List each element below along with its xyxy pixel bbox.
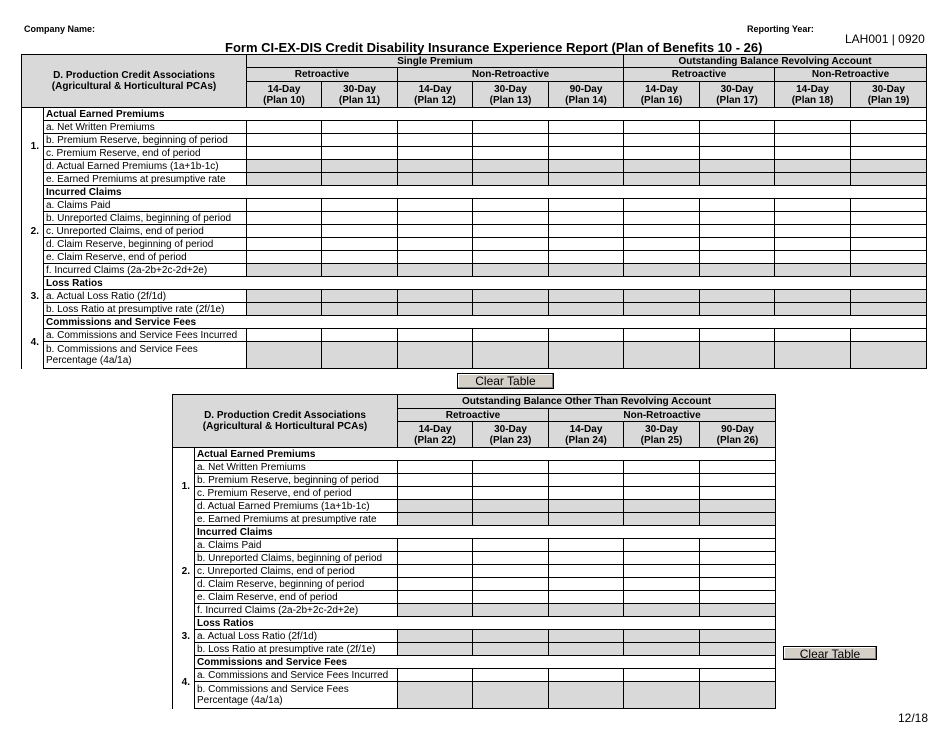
row-label: e. Claim Reserve, end of period bbox=[195, 591, 398, 604]
input-cell[interactable] bbox=[473, 134, 549, 147]
entity-header bbox=[173, 395, 398, 448]
row-label: b. Premium Reserve, beginning of period bbox=[195, 474, 398, 487]
input-cell[interactable] bbox=[624, 121, 700, 134]
group-header: Single Premium bbox=[247, 55, 624, 68]
input-cell[interactable] bbox=[851, 329, 927, 342]
calculated-cell bbox=[322, 160, 398, 173]
calculated-cell bbox=[473, 682, 549, 709]
calculated-cell bbox=[322, 290, 398, 303]
calculated-cell bbox=[549, 303, 624, 316]
input-cell[interactable] bbox=[624, 539, 700, 552]
plan-header: 14-Day (Plan 16) bbox=[624, 82, 700, 108]
calculated-cell bbox=[549, 290, 624, 303]
input-cell[interactable] bbox=[398, 147, 473, 160]
row-label: c. Unreported Claims, end of period bbox=[44, 225, 247, 238]
input-cell[interactable] bbox=[247, 251, 322, 264]
section-title: Commissions and Service Fees bbox=[44, 316, 927, 329]
input-cell[interactable] bbox=[398, 329, 473, 342]
section-number: 2. bbox=[173, 526, 195, 617]
section-title: Incurred Claims bbox=[195, 526, 776, 539]
calculated-cell bbox=[247, 160, 322, 173]
calculated-cell bbox=[624, 290, 700, 303]
input-cell[interactable] bbox=[473, 474, 549, 487]
input-cell[interactable] bbox=[398, 225, 473, 238]
input-cell[interactable] bbox=[549, 147, 624, 160]
input-cell[interactable] bbox=[851, 251, 927, 264]
calculated-cell bbox=[624, 513, 700, 526]
input-cell[interactable] bbox=[624, 474, 700, 487]
calculated-cell bbox=[473, 160, 549, 173]
row-label: a. Commissions and Service Fees Incurred bbox=[44, 329, 247, 342]
calculated-cell bbox=[473, 643, 549, 656]
calculated-cell bbox=[398, 173, 473, 186]
subgroup-header: Retroactive bbox=[398, 409, 549, 422]
entity-line-2: (Agricultural & Horticultural PCAs) bbox=[51, 81, 217, 92]
calculated-cell bbox=[851, 342, 927, 369]
row-label: d. Actual Earned Premiums (1a+1b-1c) bbox=[195, 500, 398, 513]
calculated-cell bbox=[700, 604, 776, 617]
calculated-cell bbox=[473, 303, 549, 316]
input-cell[interactable] bbox=[700, 669, 776, 682]
row-label: b. Unreported Claims, beginning of period bbox=[44, 212, 247, 225]
calculated-cell bbox=[247, 290, 322, 303]
entity-header bbox=[22, 55, 247, 108]
input-cell[interactable] bbox=[851, 121, 927, 134]
entity-line-2: (Agricultural & Horticultural PCAs) bbox=[202, 421, 368, 432]
input-cell[interactable] bbox=[549, 199, 624, 212]
input-cell[interactable] bbox=[473, 578, 549, 591]
reporting-year-label: Reporting Year: bbox=[747, 24, 814, 34]
calculated-cell bbox=[473, 264, 549, 277]
calculated-cell bbox=[398, 342, 473, 369]
input-cell[interactable] bbox=[700, 225, 775, 238]
calculated-cell bbox=[322, 173, 398, 186]
input-cell[interactable] bbox=[398, 199, 473, 212]
input-cell[interactable] bbox=[700, 238, 775, 251]
input-cell[interactable] bbox=[473, 552, 549, 565]
input-cell[interactable] bbox=[247, 225, 322, 238]
input-cell[interactable] bbox=[398, 669, 473, 682]
input-cell[interactable] bbox=[322, 121, 398, 134]
input-cell[interactable] bbox=[775, 134, 851, 147]
plan-header: 30-Day (Plan 13) bbox=[473, 82, 549, 108]
input-cell[interactable] bbox=[624, 552, 700, 565]
input-cell[interactable] bbox=[473, 669, 549, 682]
subgroup-header: Non-Retroactive bbox=[398, 68, 624, 82]
row-label: a. Claims Paid bbox=[195, 539, 398, 552]
input-cell[interactable] bbox=[398, 565, 473, 578]
section-number: 1. bbox=[22, 108, 44, 186]
input-cell[interactable] bbox=[473, 591, 549, 604]
subgroup-header: Non-Retroactive bbox=[549, 409, 776, 422]
input-cell[interactable] bbox=[549, 669, 624, 682]
row-label: c. Premium Reserve, end of period bbox=[44, 147, 247, 160]
input-cell[interactable] bbox=[624, 134, 700, 147]
input-cell[interactable] bbox=[322, 134, 398, 147]
input-cell[interactable] bbox=[549, 552, 624, 565]
calculated-cell bbox=[473, 500, 549, 513]
row-label: b. Loss Ratio at presumptive rate (2f/1e) bbox=[44, 303, 247, 316]
plan-header: 30-Day (Plan 23) bbox=[473, 422, 549, 448]
input-cell[interactable] bbox=[473, 461, 549, 474]
input-cell[interactable] bbox=[624, 487, 700, 500]
calculated-cell bbox=[775, 290, 851, 303]
input-cell[interactable] bbox=[398, 134, 473, 147]
input-cell[interactable] bbox=[473, 565, 549, 578]
section-number: 1. bbox=[173, 448, 195, 526]
group-header: Outstanding Balance Other Than Revolving Account bbox=[398, 395, 776, 409]
calculated-cell bbox=[700, 160, 775, 173]
calculated-cell bbox=[549, 264, 624, 277]
input-cell[interactable] bbox=[322, 329, 398, 342]
plan-header: 30-Day (Plan 17) bbox=[700, 82, 775, 108]
input-cell[interactable] bbox=[549, 134, 624, 147]
input-cell[interactable] bbox=[549, 251, 624, 264]
section-title: Actual Earned Premiums bbox=[195, 448, 776, 461]
input-cell[interactable] bbox=[700, 591, 776, 604]
calculated-cell bbox=[549, 173, 624, 186]
subgroup-header: Retroactive bbox=[624, 68, 775, 82]
input-cell[interactable] bbox=[624, 591, 700, 604]
calculated-cell bbox=[549, 513, 624, 526]
subgroup-header: Non-Retroactive bbox=[775, 68, 927, 82]
input-cell[interactable] bbox=[775, 121, 851, 134]
section-number: 4. bbox=[22, 316, 44, 369]
input-cell[interactable] bbox=[549, 238, 624, 251]
calculated-cell bbox=[700, 500, 776, 513]
input-cell[interactable] bbox=[322, 212, 398, 225]
input-cell[interactable] bbox=[700, 147, 775, 160]
entity-line-1: D. Production Credit Associations bbox=[204, 410, 366, 421]
calculated-cell bbox=[624, 342, 700, 369]
calculated-cell bbox=[700, 264, 775, 277]
row-label: e. Earned Premiums at presumptive rate bbox=[44, 173, 247, 186]
row-label: b. Premium Reserve, beginning of period bbox=[44, 134, 247, 147]
input-cell[interactable] bbox=[473, 199, 549, 212]
input-cell[interactable] bbox=[549, 591, 624, 604]
row-label: c. Unreported Claims, end of period bbox=[195, 565, 398, 578]
input-cell[interactable] bbox=[247, 134, 322, 147]
calculated-cell bbox=[624, 160, 700, 173]
row-label: a. Actual Loss Ratio (2f/1d) bbox=[44, 290, 247, 303]
calculated-cell bbox=[398, 500, 473, 513]
row-label: b. Commissions and Service Fees Percentage (4a/1a) bbox=[195, 682, 398, 709]
calculated-cell bbox=[700, 643, 776, 656]
input-cell[interactable] bbox=[322, 238, 398, 251]
row-label: f. Incurred Claims (2a-2b+2c-2d+2e) bbox=[44, 264, 247, 277]
plan-header: 14-Day (Plan 24) bbox=[549, 422, 624, 448]
input-cell[interactable] bbox=[398, 552, 473, 565]
input-cell[interactable] bbox=[700, 565, 776, 578]
section-title: Commissions and Service Fees bbox=[195, 656, 776, 669]
row-label: b. Loss Ratio at presumptive rate (2f/1e) bbox=[195, 643, 398, 656]
input-cell[interactable] bbox=[624, 251, 700, 264]
plan-header: 90-Day (Plan 14) bbox=[549, 82, 624, 108]
input-cell[interactable] bbox=[247, 329, 322, 342]
group-header: Outstanding Balance Revolving Account bbox=[624, 55, 927, 68]
input-cell[interactable] bbox=[549, 565, 624, 578]
input-cell[interactable] bbox=[398, 461, 473, 474]
input-cell[interactable] bbox=[398, 591, 473, 604]
input-cell[interactable] bbox=[700, 212, 775, 225]
calculated-cell bbox=[473, 173, 549, 186]
input-cell[interactable] bbox=[624, 669, 700, 682]
input-cell[interactable] bbox=[700, 461, 776, 474]
input-cell[interactable] bbox=[398, 121, 473, 134]
row-label: a. Commissions and Service Fees Incurred bbox=[195, 669, 398, 682]
calculated-cell bbox=[624, 643, 700, 656]
calculated-cell bbox=[322, 342, 398, 369]
input-cell[interactable] bbox=[473, 539, 549, 552]
form-title: Form CI-EX-DIS Credit Disability Insurance Experience Report (Plan of Benefits 10 - 26) bbox=[225, 40, 763, 55]
calculated-cell bbox=[549, 500, 624, 513]
calculated-cell bbox=[398, 513, 473, 526]
calculated-cell bbox=[700, 303, 775, 316]
plan-header: 14-Day (Plan 18) bbox=[775, 82, 851, 108]
calculated-cell bbox=[398, 290, 473, 303]
input-cell[interactable] bbox=[473, 251, 549, 264]
calculated-cell bbox=[549, 682, 624, 709]
input-cell[interactable] bbox=[775, 147, 851, 160]
row-label: b. Unreported Claims, beginning of period bbox=[195, 552, 398, 565]
input-cell[interactable] bbox=[398, 238, 473, 251]
subgroup-header: Retroactive bbox=[247, 68, 398, 82]
input-cell[interactable] bbox=[473, 225, 549, 238]
input-cell[interactable] bbox=[624, 578, 700, 591]
calculated-cell bbox=[473, 513, 549, 526]
calculated-cell bbox=[775, 173, 851, 186]
input-cell[interactable] bbox=[700, 578, 776, 591]
calculated-cell bbox=[549, 630, 624, 643]
plan-header: 14-Day (Plan 12) bbox=[398, 82, 473, 108]
input-cell[interactable] bbox=[398, 212, 473, 225]
input-cell[interactable] bbox=[851, 147, 927, 160]
input-cell[interactable] bbox=[624, 147, 700, 160]
clear-table-button[interactable]: Clear Table bbox=[457, 373, 554, 389]
input-cell[interactable] bbox=[700, 251, 775, 264]
calculated-cell bbox=[473, 630, 549, 643]
calculated-cell bbox=[398, 630, 473, 643]
plan-header: 14-Day (Plan 22) bbox=[398, 422, 473, 448]
calculated-cell bbox=[624, 303, 700, 316]
calculated-cell bbox=[624, 173, 700, 186]
calculated-cell bbox=[473, 290, 549, 303]
input-cell[interactable] bbox=[700, 474, 776, 487]
input-cell[interactable] bbox=[247, 147, 322, 160]
input-cell[interactable] bbox=[775, 199, 851, 212]
input-cell[interactable] bbox=[247, 238, 322, 251]
input-cell[interactable] bbox=[700, 199, 775, 212]
calculated-cell bbox=[624, 604, 700, 617]
input-cell[interactable] bbox=[398, 539, 473, 552]
input-cell[interactable] bbox=[624, 329, 700, 342]
input-cell[interactable] bbox=[851, 199, 927, 212]
calculated-cell bbox=[851, 160, 927, 173]
input-cell[interactable] bbox=[700, 121, 775, 134]
section-number: 3. bbox=[22, 277, 44, 316]
input-cell[interactable] bbox=[700, 329, 775, 342]
input-cell[interactable] bbox=[851, 212, 927, 225]
input-cell[interactable] bbox=[700, 539, 776, 552]
input-cell[interactable] bbox=[775, 329, 851, 342]
calculated-cell bbox=[700, 290, 775, 303]
input-cell[interactable] bbox=[624, 212, 700, 225]
section-title: Actual Earned Premiums bbox=[44, 108, 927, 121]
page-number: 12/18 bbox=[898, 711, 929, 725]
input-cell[interactable] bbox=[549, 225, 624, 238]
row-label: e. Claim Reserve, end of period bbox=[44, 251, 247, 264]
row-label: d. Actual Earned Premiums (1a+1b-1c) bbox=[44, 160, 247, 173]
plan-header: 14-Day (Plan 10) bbox=[247, 82, 322, 108]
row-label: d. Claim Reserve, beginning of period bbox=[44, 238, 247, 251]
input-cell[interactable] bbox=[247, 212, 322, 225]
input-cell[interactable] bbox=[398, 474, 473, 487]
calculated-cell bbox=[700, 630, 776, 643]
input-cell[interactable] bbox=[322, 199, 398, 212]
calculated-cell bbox=[775, 303, 851, 316]
row-label: e. Earned Premiums at presumptive rate bbox=[195, 513, 398, 526]
input-cell[interactable] bbox=[775, 225, 851, 238]
company-name-label: Company Name: bbox=[24, 24, 96, 34]
input-cell[interactable] bbox=[549, 578, 624, 591]
calculated-cell bbox=[624, 264, 700, 277]
calculated-cell bbox=[624, 500, 700, 513]
input-cell[interactable] bbox=[851, 225, 927, 238]
plan-header: 30-Day (Plan 11) bbox=[322, 82, 398, 108]
row-label: c. Premium Reserve, end of period bbox=[195, 487, 398, 500]
calculated-cell bbox=[398, 682, 473, 709]
input-cell[interactable] bbox=[322, 147, 398, 160]
section-title: Loss Ratios bbox=[44, 277, 927, 290]
calculated-cell bbox=[247, 342, 322, 369]
input-cell[interactable] bbox=[473, 147, 549, 160]
input-cell[interactable] bbox=[624, 461, 700, 474]
input-cell[interactable] bbox=[700, 134, 775, 147]
calculated-cell bbox=[398, 303, 473, 316]
input-cell[interactable] bbox=[549, 461, 624, 474]
calculated-cell bbox=[398, 643, 473, 656]
section-number: 4. bbox=[173, 656, 195, 709]
row-label: a. Net Written Premiums bbox=[195, 461, 398, 474]
plan-header: 30-Day (Plan 19) bbox=[851, 82, 927, 108]
calculated-cell bbox=[851, 303, 927, 316]
input-cell[interactable] bbox=[549, 487, 624, 500]
calculated-cell bbox=[473, 604, 549, 617]
calculated-cell bbox=[775, 342, 851, 369]
calculated-cell bbox=[549, 643, 624, 656]
section-number: 3. bbox=[173, 617, 195, 656]
experience-table-1 bbox=[21, 54, 927, 369]
calculated-cell bbox=[624, 682, 700, 709]
calculated-cell bbox=[700, 342, 775, 369]
calculated-cell bbox=[549, 604, 624, 617]
input-cell[interactable] bbox=[398, 578, 473, 591]
form-code: LAH001 | 0920 bbox=[845, 32, 925, 46]
calculated-cell bbox=[851, 290, 927, 303]
calculated-cell bbox=[473, 342, 549, 369]
calculated-cell bbox=[322, 303, 398, 316]
input-cell[interactable] bbox=[549, 329, 624, 342]
calculated-cell bbox=[247, 303, 322, 316]
input-cell[interactable] bbox=[775, 251, 851, 264]
calculated-cell bbox=[700, 173, 775, 186]
input-cell[interactable] bbox=[775, 238, 851, 251]
section-number: 2. bbox=[22, 186, 44, 277]
input-cell[interactable] bbox=[322, 225, 398, 238]
entity-line-1: D. Production Credit Associations bbox=[53, 70, 215, 81]
calculated-cell bbox=[322, 264, 398, 277]
input-cell[interactable] bbox=[473, 121, 549, 134]
experience-table-2 bbox=[172, 394, 776, 709]
input-cell[interactable] bbox=[700, 552, 776, 565]
input-cell[interactable] bbox=[247, 199, 322, 212]
calculated-cell bbox=[398, 604, 473, 617]
input-cell[interactable] bbox=[549, 212, 624, 225]
section-title: Loss Ratios bbox=[195, 617, 776, 630]
input-cell[interactable] bbox=[473, 238, 549, 251]
clear-table-button[interactable]: Clear Table bbox=[783, 646, 877, 660]
input-cell[interactable] bbox=[473, 212, 549, 225]
plan-header: 90-Day (Plan 26) bbox=[700, 422, 776, 448]
input-cell[interactable] bbox=[549, 121, 624, 134]
input-cell[interactable] bbox=[322, 251, 398, 264]
row-label: a. Claims Paid bbox=[44, 199, 247, 212]
input-cell[interactable] bbox=[624, 199, 700, 212]
calculated-cell bbox=[775, 264, 851, 277]
input-cell[interactable] bbox=[549, 474, 624, 487]
calculated-cell bbox=[247, 173, 322, 186]
row-label: b. Commissions and Service Fees Percentage (4a/1a) bbox=[44, 342, 247, 369]
calculated-cell bbox=[700, 682, 776, 709]
input-cell[interactable] bbox=[624, 225, 700, 238]
row-label: a. Actual Loss Ratio (2f/1d) bbox=[195, 630, 398, 643]
input-cell[interactable] bbox=[473, 487, 549, 500]
row-label: d. Claim Reserve, beginning of period bbox=[195, 578, 398, 591]
calculated-cell bbox=[549, 342, 624, 369]
input-cell[interactable] bbox=[247, 121, 322, 134]
input-cell[interactable] bbox=[851, 238, 927, 251]
calculated-cell bbox=[624, 630, 700, 643]
input-cell[interactable] bbox=[398, 251, 473, 264]
calculated-cell bbox=[700, 513, 776, 526]
input-cell[interactable] bbox=[700, 487, 776, 500]
input-cell[interactable] bbox=[624, 565, 700, 578]
row-label: f. Incurred Claims (2a-2b+2c-2d+2e) bbox=[195, 604, 398, 617]
calculated-cell bbox=[851, 173, 927, 186]
calculated-cell bbox=[398, 264, 473, 277]
plan-header: 30-Day (Plan 25) bbox=[624, 422, 700, 448]
input-cell[interactable] bbox=[398, 487, 473, 500]
calculated-cell bbox=[247, 264, 322, 277]
input-cell[interactable] bbox=[473, 329, 549, 342]
calculated-cell bbox=[549, 160, 624, 173]
input-cell[interactable] bbox=[851, 134, 927, 147]
calculated-cell bbox=[851, 264, 927, 277]
calculated-cell bbox=[775, 160, 851, 173]
input-cell[interactable] bbox=[624, 238, 700, 251]
input-cell[interactable] bbox=[775, 212, 851, 225]
input-cell[interactable] bbox=[549, 539, 624, 552]
row-label: a. Net Written Premiums bbox=[44, 121, 247, 134]
calculated-cell bbox=[398, 160, 473, 173]
section-title: Incurred Claims bbox=[44, 186, 927, 199]
